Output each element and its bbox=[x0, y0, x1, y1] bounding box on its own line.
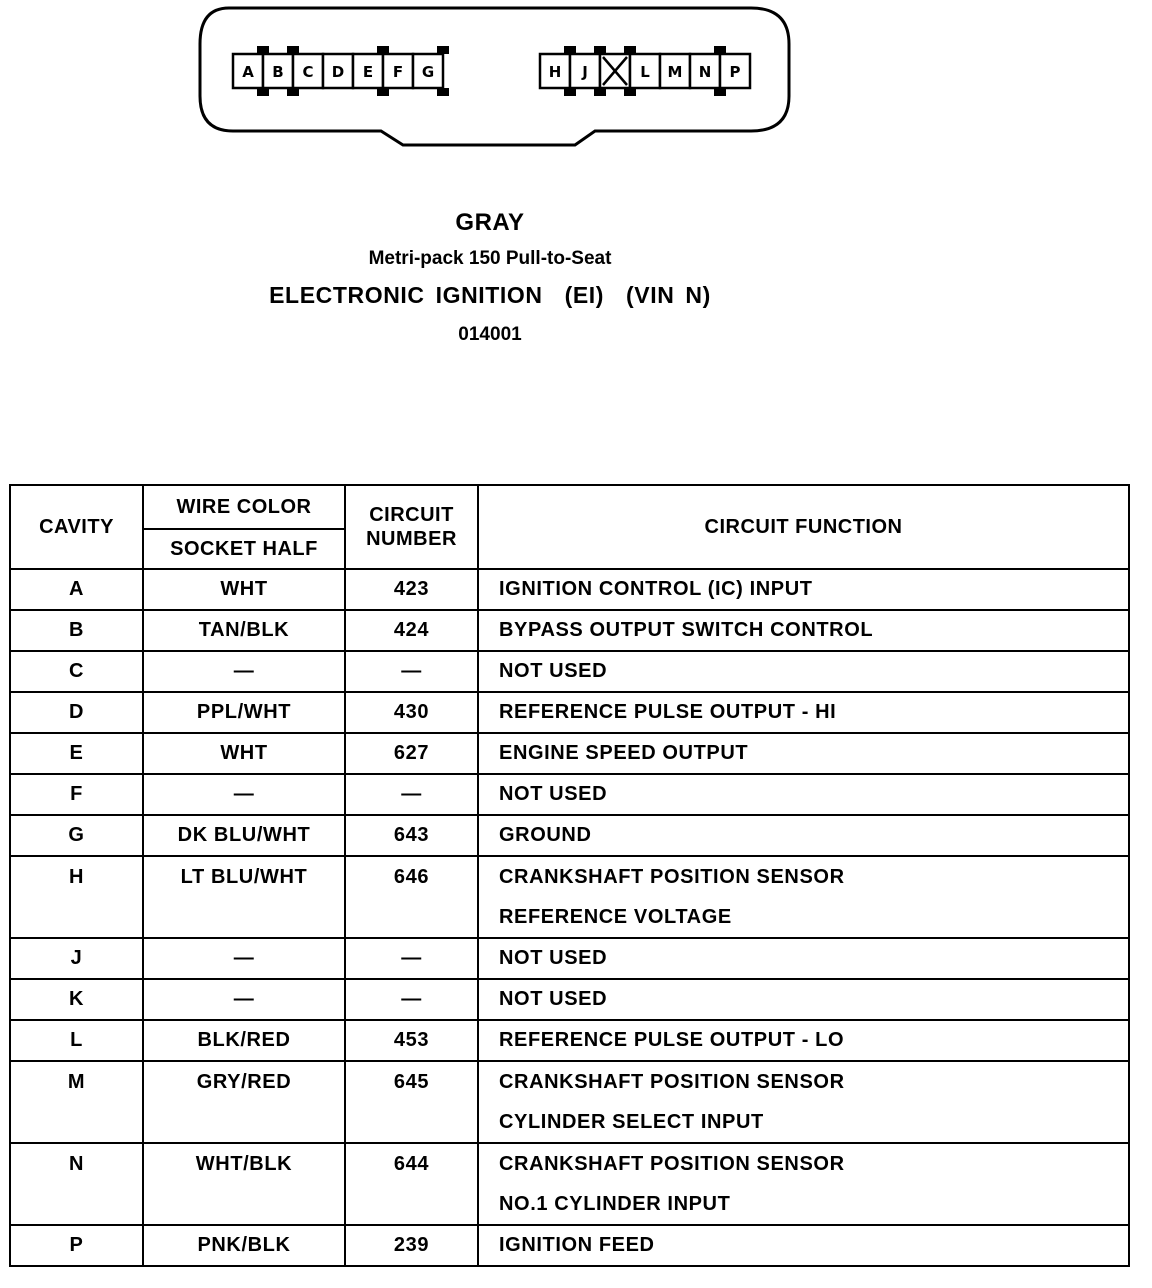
connector-pin-n bbox=[690, 54, 720, 88]
table-row bbox=[10, 979, 1129, 1020]
circuit-function-line: NOT USED bbox=[499, 783, 608, 805]
connector-pin-p bbox=[720, 54, 750, 88]
connector-pin-j bbox=[570, 54, 600, 88]
pin-label: E bbox=[362, 63, 374, 81]
connector-pin-k bbox=[600, 54, 630, 88]
table-row bbox=[10, 938, 1129, 979]
connector-face-diagram bbox=[195, 4, 795, 154]
pinout-table bbox=[9, 484, 1130, 1267]
pin-label: J bbox=[582, 63, 588, 81]
cavity-cell: F bbox=[10, 774, 143, 815]
circuit-number-cell: — bbox=[345, 938, 478, 979]
wire-color-cell: GRY/RED bbox=[143, 1061, 345, 1143]
circuit-function-line: REFERENCE PULSE OUTPUT - LO bbox=[499, 1029, 845, 1051]
latch-tab bbox=[564, 88, 576, 96]
pin-label: F bbox=[392, 63, 404, 81]
cavity-cell: M bbox=[10, 1061, 143, 1143]
circuit-function-line: CRANKSHAFT POSITION SENSOR bbox=[499, 1153, 845, 1175]
wire-color-cell: WHT bbox=[143, 569, 345, 610]
circuit-number-cell: 424 bbox=[345, 610, 478, 651]
circuit-function-cell bbox=[478, 856, 1129, 938]
cavity-cell: C bbox=[10, 651, 143, 692]
circuit-function-cell bbox=[478, 692, 1129, 733]
circuit-number-cell: 627 bbox=[345, 733, 478, 774]
cavity-cell: K bbox=[10, 979, 143, 1020]
circuit-function-cell bbox=[478, 815, 1129, 856]
latch-tab bbox=[714, 46, 726, 54]
latch-tab bbox=[564, 46, 576, 54]
header-circuit-function-text: CIRCUIT FUNCTION bbox=[704, 515, 903, 538]
circuit-number-cell: — bbox=[345, 979, 478, 1020]
wire-color-cell: — bbox=[143, 774, 345, 815]
connector-pin-c bbox=[293, 54, 323, 88]
circuit-number-cell: 430 bbox=[345, 692, 478, 733]
latch-tab bbox=[624, 46, 636, 54]
table-row bbox=[10, 569, 1129, 610]
cavity-cell: P bbox=[10, 1225, 143, 1266]
table-row bbox=[10, 692, 1129, 733]
table-row bbox=[10, 1061, 1129, 1143]
pin-label: D bbox=[331, 63, 345, 81]
circuit-function-line: REFERENCE PULSE OUTPUT - HI bbox=[499, 701, 837, 723]
cavity-cell: J bbox=[10, 938, 143, 979]
latch-tab bbox=[377, 88, 389, 96]
wire-color-cell: PNK/BLK bbox=[143, 1225, 345, 1266]
table-row bbox=[10, 1225, 1129, 1266]
cavity-cell: E bbox=[10, 733, 143, 774]
connector-pin-h bbox=[540, 54, 570, 88]
circuit-number-cell: — bbox=[345, 651, 478, 692]
latch-tab bbox=[287, 88, 299, 96]
header-circuit-number-text: CIRCUIT NUMBER bbox=[366, 504, 457, 550]
latch-tab bbox=[624, 88, 636, 96]
latch-tab bbox=[437, 88, 449, 96]
pinout-rows bbox=[10, 569, 1129, 1266]
pin-label: L bbox=[640, 63, 650, 81]
wire-color-cell: — bbox=[143, 651, 345, 692]
circuit-function-cell bbox=[478, 938, 1129, 979]
pin-label: N bbox=[698, 63, 712, 81]
cavity-cell: N bbox=[10, 1143, 143, 1225]
connector-pin-d bbox=[323, 54, 353, 88]
wire-color-cell: — bbox=[143, 979, 345, 1020]
circuit-function-cell bbox=[478, 569, 1129, 610]
header-circuit-function bbox=[478, 485, 1129, 569]
circuit-number-cell: 239 bbox=[345, 1225, 478, 1266]
circuit-function-cell bbox=[478, 733, 1129, 774]
connector-pin-l bbox=[630, 54, 660, 88]
header-socket-half: SOCKET HALF bbox=[143, 529, 345, 569]
latch-tab bbox=[437, 46, 449, 54]
right-pin-row bbox=[540, 46, 750, 96]
latch-tab bbox=[714, 88, 726, 96]
left-pin-row bbox=[233, 46, 449, 96]
wire-color-cell: BLK/RED bbox=[143, 1020, 345, 1061]
connector-pin-f bbox=[383, 54, 413, 88]
circuit-function-cell bbox=[478, 1020, 1129, 1061]
header-circuit-number bbox=[345, 485, 478, 569]
circuit-function-cell bbox=[478, 610, 1129, 651]
pin-label: B bbox=[272, 63, 284, 81]
cavity-cell: G bbox=[10, 815, 143, 856]
pin-label: M bbox=[667, 63, 683, 81]
wire-color-cell: WHT bbox=[143, 733, 345, 774]
circuit-function-cell bbox=[478, 651, 1129, 692]
circuit-number-cell: 645 bbox=[345, 1061, 478, 1143]
connector-pin-b bbox=[263, 54, 293, 88]
wire-color-cell: — bbox=[143, 938, 345, 979]
circuit-function-line: CYLINDER SELECT INPUT bbox=[499, 1111, 764, 1133]
circuit-function-line: BYPASS OUTPUT SWITCH CONTROL bbox=[499, 619, 874, 641]
circuit-function-line: NOT USED bbox=[499, 660, 608, 682]
circuit-function-cell bbox=[478, 1143, 1129, 1225]
table-row bbox=[10, 610, 1129, 651]
circuit-function-cell bbox=[478, 1061, 1129, 1143]
wire-color-cell: WHT/BLK bbox=[143, 1143, 345, 1225]
wire-color-cell: TAN/BLK bbox=[143, 610, 345, 651]
circuit-function-cell bbox=[478, 774, 1129, 815]
circuit-function-line: NOT USED bbox=[499, 988, 608, 1010]
connector-pin-m bbox=[660, 54, 690, 88]
pin-label: A bbox=[242, 63, 254, 81]
circuit-function-line: NOT USED bbox=[499, 947, 608, 969]
cavity-cell: B bbox=[10, 610, 143, 651]
wire-color-cell: DK BLU/WHT bbox=[143, 815, 345, 856]
latch-tab bbox=[257, 88, 269, 96]
circuit-function-line: ENGINE SPEED OUTPUT bbox=[499, 742, 749, 764]
circuit-number-cell: 644 bbox=[345, 1143, 478, 1225]
pin-label: H bbox=[548, 63, 562, 81]
latch-tab bbox=[594, 88, 606, 96]
circuit-number-cell: 453 bbox=[345, 1020, 478, 1061]
latch-tab bbox=[287, 46, 299, 54]
pin-label: P bbox=[729, 63, 741, 81]
header-wire-color: WIRE COLOR bbox=[143, 485, 345, 529]
circuit-function-line: REFERENCE VOLTAGE bbox=[499, 906, 732, 928]
table-row bbox=[10, 1020, 1129, 1061]
circuit-function-line: CRANKSHAFT POSITION SENSOR bbox=[499, 1071, 845, 1093]
connector-pin-e bbox=[353, 54, 383, 88]
wire-color-cell: PPL/WHT bbox=[143, 692, 345, 733]
connector-heading bbox=[0, 206, 980, 348]
circuit-number-cell: 423 bbox=[345, 569, 478, 610]
circuit-function-line: IGNITION CONTROL (IC) INPUT bbox=[499, 578, 813, 600]
circuit-number-cell: — bbox=[345, 774, 478, 815]
table-row bbox=[10, 774, 1129, 815]
table-row bbox=[10, 856, 1129, 938]
pin-label: C bbox=[302, 63, 314, 81]
circuit-function-line: GROUND bbox=[499, 824, 592, 846]
cavity-cell: A bbox=[10, 569, 143, 610]
circuit-function-cell bbox=[478, 1225, 1129, 1266]
connector-color: GRAY bbox=[455, 209, 525, 236]
circuit-number-cell: 646 bbox=[345, 856, 478, 938]
circuit-number-cell: 643 bbox=[345, 815, 478, 856]
pin-label: G bbox=[421, 63, 435, 81]
latch-tab bbox=[257, 46, 269, 54]
table-row bbox=[10, 815, 1129, 856]
latch-tab bbox=[377, 46, 389, 54]
table-row bbox=[10, 1143, 1129, 1225]
connector-pin-g bbox=[413, 54, 443, 88]
latch-tab bbox=[594, 46, 606, 54]
circuit-function-line: NO.1 CYLINDER INPUT bbox=[499, 1193, 731, 1215]
connector-type: Metri-pack 150 Pull-to-Seat bbox=[368, 248, 612, 269]
circuit-function-line: IGNITION FEED bbox=[499, 1234, 655, 1256]
circuit-function-cell bbox=[478, 979, 1129, 1020]
connector-code: 014001 bbox=[458, 324, 522, 345]
wire-color-cell: LT BLU/WHT bbox=[143, 856, 345, 938]
cavity-cell: D bbox=[10, 692, 143, 733]
connector-pin-a bbox=[233, 54, 263, 88]
circuit-function-line: CRANKSHAFT POSITION SENSOR bbox=[499, 866, 845, 888]
connector-name: ELECTRONIC IGNITION (EI) (VIN N) bbox=[269, 282, 711, 308]
header-cavity: CAVITY bbox=[10, 485, 143, 569]
table-row bbox=[10, 651, 1129, 692]
table-row bbox=[10, 733, 1129, 774]
cavity-cell: H bbox=[10, 856, 143, 938]
cavity-cell: L bbox=[10, 1020, 143, 1061]
